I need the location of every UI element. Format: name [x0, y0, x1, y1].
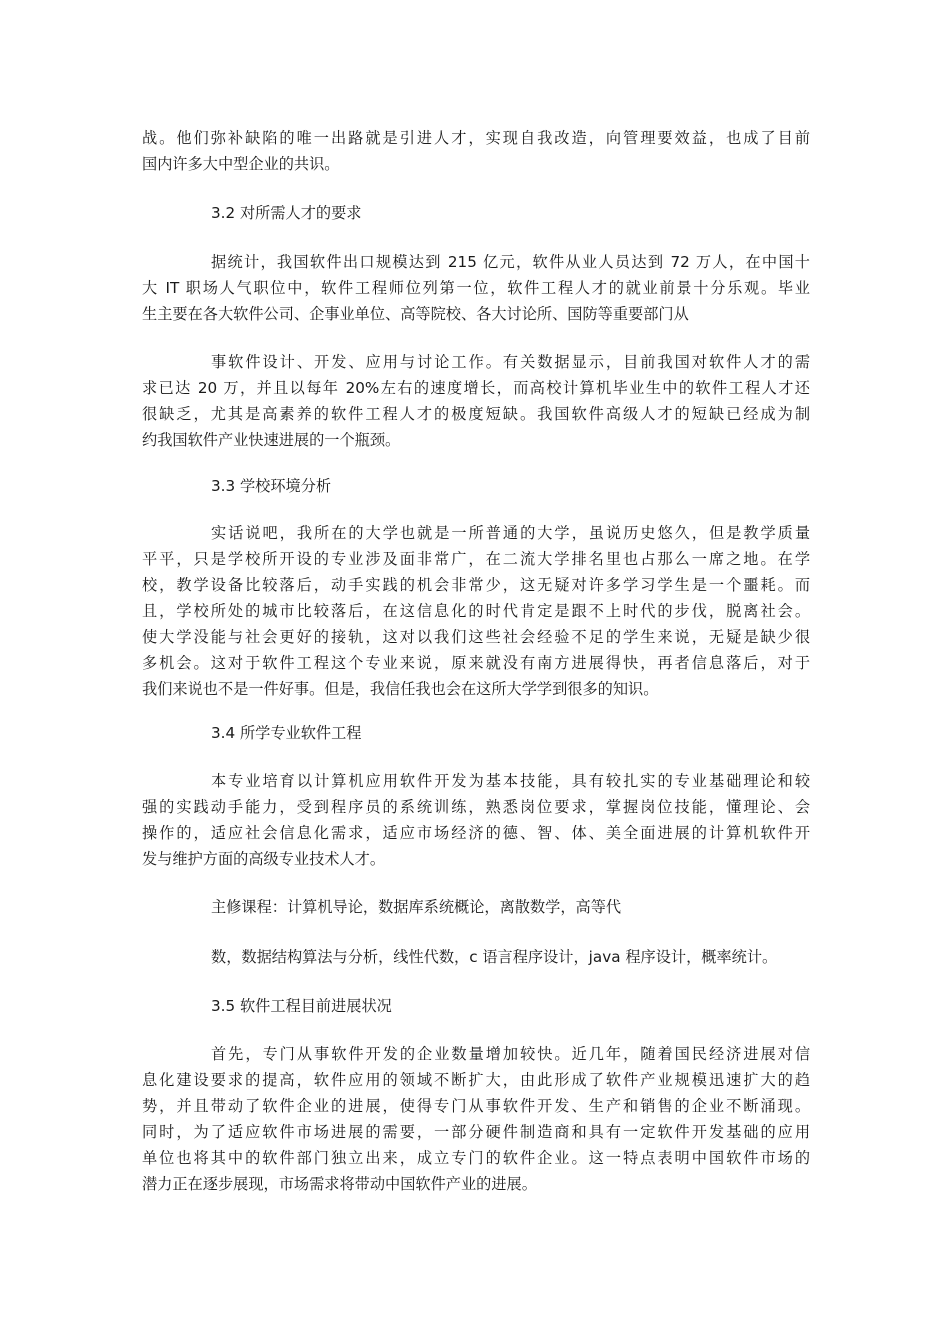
- paragraph-line: 发与维护方面的高级专业技术人才。: [142, 850, 385, 868]
- section-3-4-paragraph: [142, 768, 810, 872]
- section-heading-3-2: 3.2 对所需人才的要求: [211, 204, 362, 222]
- paragraph-line: 我们来说也不是一件好事。但是，我信任我也会在这所大学学到很多的知识。: [142, 680, 659, 698]
- paragraph-line: 强的实践动手能力，受到程序员的系统训练，熟悉岗位要求，掌握岗位技能，懂理论、会: [142, 798, 810, 816]
- paragraph-line: 据统计，我国软件出口规模达到 215 亿元，软件从业人员达到 72 万人，在中国十: [211, 253, 810, 271]
- paragraph-line: 单位也将其中的软件部门独立出来，成立专门的软件企业。这一特点表明中国软件市场的: [142, 1149, 810, 1167]
- section-3-2-paragraph-1: [142, 249, 810, 327]
- paragraph-line: 势，并且带动了软件企业的进展，使得专门从事软件开发、生产和销售的企业不断涌现。: [142, 1097, 810, 1115]
- paragraph-line: 校，教学设备比较落后，动手实践的机会非常少，这无疑对许多学习学生是一个噩耗。而: [142, 576, 810, 594]
- paragraph-line: 生主要在各大软件公司、企事业单位、高等院校、各大讨论所、国防等重要部门从: [142, 305, 689, 323]
- section-heading-3-5: 3.5 软件工程目前进展状况: [211, 997, 392, 1015]
- section-3-5-paragraph: [142, 1041, 810, 1197]
- paragraph-line: 事软件设计、开发、应用与讨论工作。有关数据显示，目前我国对软件人才的需: [211, 353, 810, 371]
- section-heading-3-3: 3.3 学校环境分析: [211, 477, 332, 495]
- section-heading-3-4: 3.4 所学专业软件工程: [211, 724, 362, 742]
- section-3-2-paragraph-2: [142, 349, 810, 453]
- section-3-3-paragraph: [142, 520, 810, 702]
- paragraph-line: 很缺乏，尤其是高素养的软件工程人才的极度短缺。我国软件高级人才的短缺已经成为制: [142, 405, 810, 423]
- paragraph-line: 求已达 20 万，并且以每年 20%左右的速度增长，而高校计算机毕业生中的软件工程人才还: [142, 379, 810, 397]
- paragraph-line: 平平，只是学校所开设的专业涉及面非常广，在二流大学排名里也占那么一席之地。在学: [142, 550, 810, 568]
- intro-paragraph: [142, 125, 810, 177]
- paragraph-line: 潜力正在逐步展现，市场需求将带动中国软件产业的进展。: [142, 1175, 537, 1193]
- paragraph-line: 实话说吧，我所在的大学也就是一所普通的大学，虽说历史悠久，但是教学质量: [211, 524, 810, 542]
- paragraph-line: 国内许多大中型企业的共识。: [142, 155, 340, 173]
- courses-line-1: 主修课程：计算机导论，数据库系统概论，离散数学，高等代: [211, 898, 622, 916]
- paragraph-line: 大 IT 职场人气职位中，软件工程师位列第一位，软件工程人才的就业前景十分乐观。毕业: [142, 279, 810, 297]
- paragraph-line: 多机会。这对于软件工程这个专业来说，原来就没有南方进展得快，再者信息落后，对于: [142, 654, 810, 672]
- paragraph-line: 首先，专门从事软件开发的企业数量增加较快。近几年，随着国民经济进展对信: [211, 1045, 810, 1063]
- paragraph-line: 操作的，适应社会信息化需求，适应市场经济的德、智、体、美全面进展的计算机软件开: [142, 824, 810, 842]
- paragraph-line: 同时，为了适应软件市场进展的需要，一部分硬件制造商和具有一定软件开发基础的应用: [142, 1123, 810, 1141]
- paragraph-line: 使大学没能与社会更好的接轨，这对以我们这些社会经验不足的学生来说，无疑是缺少很: [142, 628, 810, 646]
- paragraph-line: 约我国软件产业快速进展的一个瓶颈。: [142, 431, 401, 449]
- paragraph-line: 且，学校所处的城市比较落后，在这信息化的时代肯定是跟不上时代的步伐，脱离社会。: [142, 602, 810, 620]
- courses-line-2: 数，数据结构算法与分析，线性代数，c 语言程序设计，java 程序设计，概率统计。: [211, 948, 778, 966]
- paragraph-line: 本专业培育以计算机应用软件开发为基本技能，具有较扎实的专业基础理论和较: [211, 772, 810, 790]
- paragraph-line: 战。他们弥补缺陷的唯一出路就是引进人才，实现自我改造，向管理要效益，也成了目前: [142, 129, 810, 147]
- paragraph-line: 息化建设要求的提高，软件应用的领域不断扩大，由此形成了软件产业规模迅速扩大的趋: [142, 1071, 810, 1089]
